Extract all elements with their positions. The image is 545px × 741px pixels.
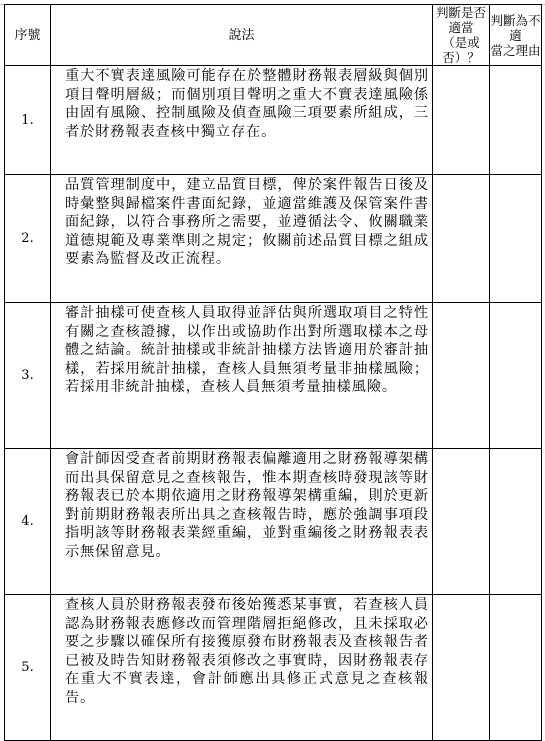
header-reason-line2: 當之理由 (490, 42, 541, 58)
judgment-cell[interactable] (433, 303, 490, 449)
row-number: 4. (5, 449, 51, 595)
header-statement: 說法 (51, 5, 433, 66)
header-reason (490, 5, 542, 66)
row-number: 2. (5, 175, 51, 303)
header-judgment-line2: （是或否）？ (442, 35, 480, 65)
table-row (5, 303, 542, 449)
judgment-cell[interactable] (433, 66, 490, 175)
reason-cell[interactable] (490, 175, 542, 303)
table-row (5, 449, 542, 595)
reason-cell[interactable] (490, 449, 542, 595)
question-table (4, 4, 542, 741)
row-number: 3. (5, 303, 51, 449)
header-no: 序號 (5, 5, 51, 66)
row-number: 5. (5, 595, 51, 741)
statement-text: 品質管理制度中，建立品質目標，俾於案件報告日後及時彙整與歸檔案件書面紀錄，並適當維護及保管案件書面紀錄，以符合事務所之需要，並遵循法令、攸關職業道德規範及專業準則之規定；攸關前述品質目標之組成要素為監督及改正流程。 (51, 175, 433, 303)
header-row (5, 5, 542, 66)
reason-cell[interactable] (490, 303, 542, 449)
statement-text: 會計師因受查者前期財務報表偏離適用之財務報導架構而出具保留意見之查核報告，惟本期查核時發現該等財務報表已於本期依適用之財務報導架構重編，則於更新對前期財務報表所出具之查核報告時，應於強調事項段指明該等財務報表業經重編，並對重編後之財務報表表示無保留意見。 (51, 449, 433, 595)
table-row (5, 175, 542, 303)
statement-text: 查核人員於財務報表發布後始獲悉某事實，若查核人員認為財務報表應修改而管理階層拒絕修改，且未採取必要之步驟以確保所有接獲原發布財務報表及查核報告者已被及時告知財務報表須修改之事實時，因財務報表存在重大不實表達，會計師應出具修正式意見之查核報告。 (51, 595, 433, 741)
row-number: 1. (5, 66, 51, 175)
statement-text: 重大不實表達風險可能存在於整體財務報表層級與個別項目聲明層級；而個別項目聲明之重大不實表達風險係由固有風險、控制風險及偵查風險三項要素所組成，三者於財務報表查核中獨立存在。 (51, 66, 433, 175)
header-reason-line1: 判斷為不適 (490, 12, 541, 43)
judgment-cell[interactable] (433, 449, 490, 595)
statement-text: 審計抽樣可使查核人員取得並評估與所選取項目之特性有關之查核證據，以作出或協助作出對所選取樣本之母體之結論。統計抽樣或非統計抽樣方法皆適用於審計抽樣，若採用統計抽樣，查核人員無須考量非抽樣風險；若採用非統計抽樣，查核人員無須考量抽樣風險。 (51, 303, 433, 449)
header-judgment-line1: 判斷是否適當 (435, 5, 486, 35)
header-judgment (433, 5, 490, 66)
judgment-cell[interactable] (433, 175, 490, 303)
reason-cell[interactable] (490, 66, 542, 175)
table-row (5, 66, 542, 175)
